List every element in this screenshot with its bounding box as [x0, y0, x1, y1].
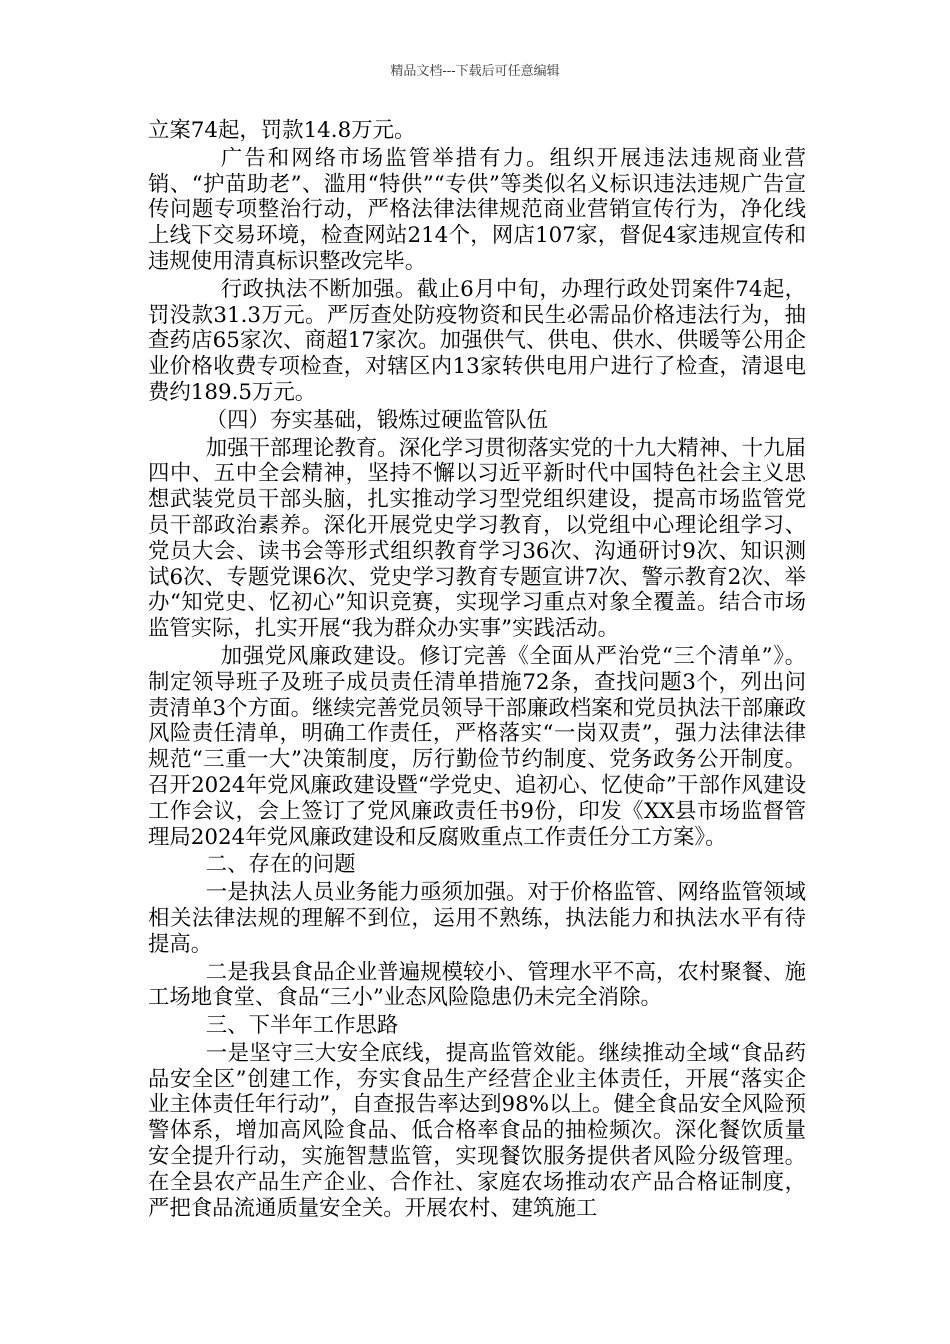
document-body	[148, 118, 806, 1223]
section-heading-team-building: （四）夯实基础，锻炼过硬监管队伍	[205, 407, 549, 433]
paragraph-theory-education: 加强干部理论教育。深化学习贯彻落实党的十九大精神、十九届四中、五中全会精神，坚持不懈以习近平新时代中国特色社会主义思想武装党员干部头脑，扎实推动学习型党组织建设，提高市场监管党员干部政治素养。深化开展党史学习教育，以党组中心理论组学习、党员大会、读书会等形式组织教育学习36次、沟通研讨9次、知识测试6次、专题党课6次、党史学习教育专题宣讲7次、警示教育2次、举办“知党史、忆初心”知识竞赛，实现学习重点对象全覆盖。结合市场监管实际，扎实开展“我为群众办实事”实践活动。	[148, 435, 806, 642]
paragraph-case-filing: 立案74起，罚款14.8万元。	[148, 118, 416, 143]
section-heading-problems: 二、存在的问题	[205, 852, 356, 878]
paragraph-ad-network-supervision: 广告和网络市场监管举措有力。组织开展违法违规商业营销、“护苗助老”、滥用“特供”“专供”等类似名义标识违法违规广告宣传问题专项整治行动，严格法律法律规范商业营销宣传行为，净化线上线下交易环境，检查网站214个，网店107家，督促4家违规宣传和违规使用清真标识整改完毕。	[148, 145, 806, 274]
paragraph-party-integrity: 加强党风廉政建设。修订完善《全面从严治党“三个清单”》。制定领导班子及班子成员责任清单措施72条，查找问题3个，列出问责清单3个方面。继续完善党员领导干部廉政档案和党员执法干部廉政风险责任清单，明确工作责任，严格落实“一岗双责”，强力法律法律规范“三重一大”决策制度，厉行勤俭节约制度、党务政务公开制度。召开2024年党风廉政建设暨“学党史、追初心、忆使命”干部作风建设工作会议，会上签订了党风廉政责任书9份，印发《XX县市场监督管理局2024年党风廉政建设和反腐败重点工作责任分工方案》。	[148, 643, 806, 850]
paragraph-plan-one: 一是坚守三大安全底线，提高监管效能。继续推动全域“食品药品安全区”创建工作，夯实食品生产经营企业主体责任，开展“落实企业主体责任年行动”，自查报告率达到98%以上。健全食品安全风险预警体系，增加高风险食品、低合格率食品的抽检频次。深化餐饮质量安全提升行动，实施智慧监管，实现餐饮服务提供者风险分级管理。在全县农产品生产企业、合作社、家庭农场推动农产品合格证制度，严把食品流通质量安全关。开展农村、建筑施工	[148, 1040, 806, 1221]
page-header: 精品文档---下载后可任意编辑	[390, 64, 560, 79]
paragraph-problem-one: 一是执法人员业务能力亟须加强。对于价格监管、网络监管领域相关法律法规的理解不到位，运用不熟练，执法能力和执法水平有待提高。	[148, 880, 806, 957]
paragraph-administrative-enforcement: 行政执法不断加强。截止6月中旬，办理行政处罚案件74起，罚没款31.3万元。严厉查处防疫物资和民生必需品价格违法行为，抽查药店65家次、商超17家次。加强供气、供电、供水、供暖等公用企业价格收费专项检查，对辖区内13家转供电用户进行了检查，清退电费约189.5万元。	[148, 276, 806, 405]
section-heading-next-half-plan: 三、下半年工作思路	[205, 1013, 399, 1039]
paragraph-problem-two: 二是我县食品企业普遍规模较小、管理水平不高，农村聚餐、施工场地食堂、食品“三小”业态风险隐患仍未完全消除。	[148, 959, 806, 1011]
